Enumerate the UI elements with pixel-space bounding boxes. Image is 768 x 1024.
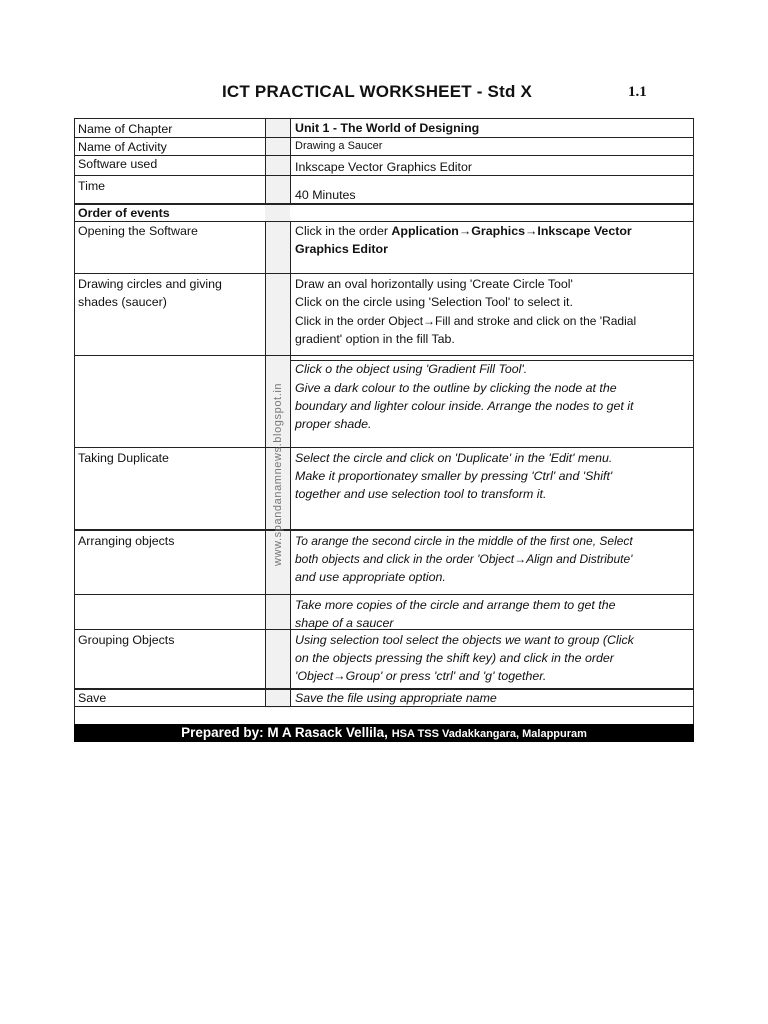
time-value: 40 Minutes	[295, 188, 356, 202]
gradient-text-1: Click o the object using 'Gradient Fill Tool'.	[295, 362, 528, 376]
save-text: Save the file using appropriate name	[295, 691, 497, 705]
duplicate-text-2: Make it proportionatey smaller by pressing 'Ctrl' and 'Shift'	[295, 469, 613, 483]
worksheet-number: 1.1	[628, 84, 647, 100]
drawing-text-1: Draw an oval horizontally using 'Create Circle Tool'	[295, 277, 573, 291]
drawing-text-4: gradient' option in the fill Tab.	[295, 332, 455, 346]
duplicate-text-3: together and use selection tool to transform it.	[295, 487, 547, 501]
drawing-label-1: Drawing circles and giving	[78, 277, 222, 291]
opening-text-2: Graphics Editor	[295, 242, 388, 256]
gradient-text-4: proper shade.	[295, 417, 372, 431]
copies-text-2: shape of a saucer	[295, 616, 394, 630]
time-label: Time	[78, 179, 106, 193]
grouping-text-3: 'Object→Group' or press 'ctrl' and 'g' together.	[295, 669, 547, 683]
grouping-label: Grouping Objects	[78, 633, 175, 647]
drawing-text-3: Click in the order Object→Fill and stroke and click on the 'Radial	[295, 314, 637, 328]
software-value: Inkscape Vector Graphics Editor	[295, 160, 472, 174]
arranging-text-3: and use appropriate option.	[295, 570, 446, 584]
chapter-value: Unit 1 - The World of Designing	[295, 121, 480, 135]
software-label: Software used	[78, 157, 158, 171]
opening-text-1: Click in the order Application→Graphics→Inkscape Vector	[295, 224, 632, 238]
drawing-text-2: Click on the circle using 'Selection Tool' to select it.	[295, 295, 573, 309]
gradient-text-2: Give a dark colour to the outline by clicking the node at the	[295, 381, 617, 395]
activity-value: Drawing a Saucer	[295, 140, 383, 152]
worksheet-title: ICT PRACTICAL WORKSHEET - Std X	[222, 82, 532, 101]
drawing-label-2: shades (saucer)	[78, 295, 167, 309]
arranging-label: Arranging objects	[78, 534, 175, 548]
arranging-text-1: To arange the second circle in the middle of the first one, Select	[295, 534, 633, 548]
arranging-text-2: both objects and click in the order 'Object→Align and Distribute'	[295, 552, 633, 566]
footer-prepared: Prepared by: M A Rasack Vellila,	[181, 725, 388, 740]
gradient-text-3: boundary and lighter colour inside. Arrange the nodes to get it	[295, 399, 634, 413]
chapter-label: Name of Chapter	[78, 122, 173, 136]
opening-label: Opening the Software	[78, 224, 198, 238]
activity-label: Name of Activity	[78, 140, 167, 154]
footer-institution: HSA TSS Vadakkangara, Malappuram	[391, 728, 587, 740]
watermark: www.spandanamnews.blogspot.in	[272, 382, 284, 566]
footer-bar	[74, 724, 694, 742]
duplicate-label: Taking Duplicate	[78, 451, 169, 465]
save-label: Save	[78, 691, 107, 705]
grouping-text-1: Using selection tool select the objects we want to group (Click	[295, 633, 634, 647]
grouping-text-2: on the objects pressing the shift key) and click in the order	[295, 651, 614, 665]
duplicate-text-1: Select the circle and click on 'Duplicate' in the 'Edit' menu.	[295, 451, 613, 465]
copies-text-1: Take more copies of the circle and arrange them to get the	[295, 598, 616, 612]
order-heading: Order of events	[78, 206, 170, 220]
